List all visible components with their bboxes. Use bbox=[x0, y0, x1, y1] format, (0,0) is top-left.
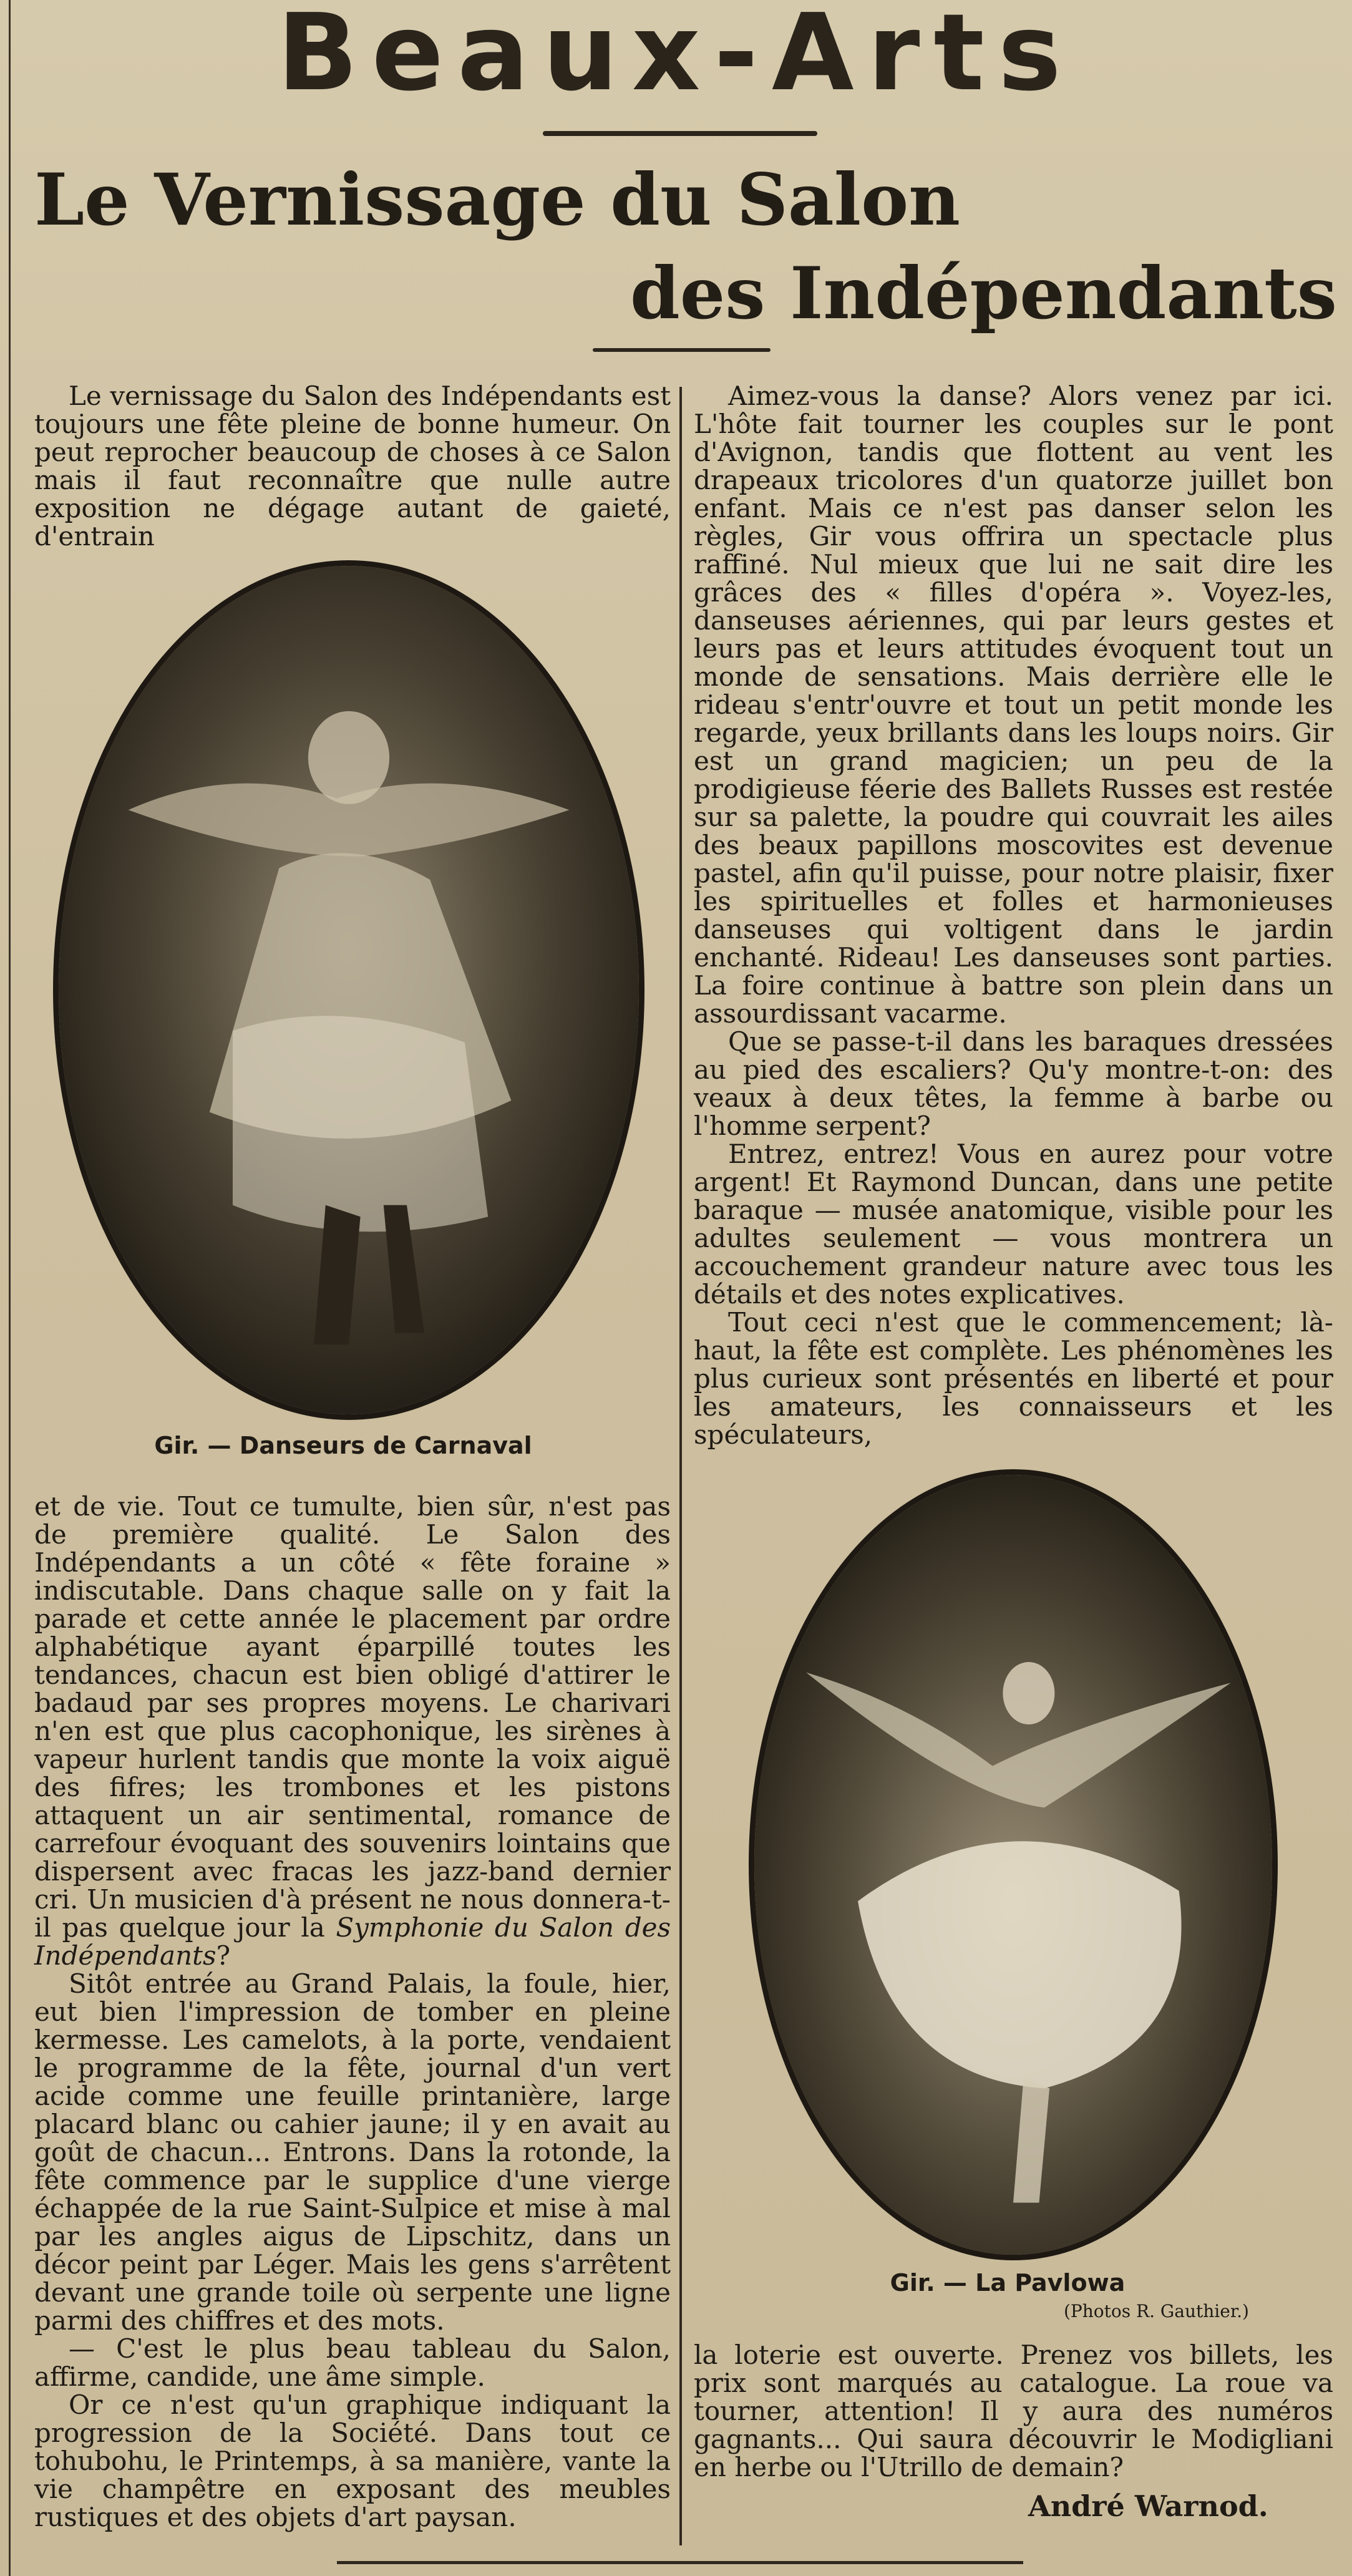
paragraph-dialogue: — C'est le plus beau tableau du Salon, affirme, candide, une âme simple. bbox=[34, 2333, 671, 2392]
continuation-text: et de vie. Tout ce tumulte, bien sûr, n'est pas de première qualité. Le Salon des Indépendants a un côté « fête foraine » indiscutable. Dans chaque salle on y fait la parade et cette année le placement par ordre alphabétique ayant éparpillé toutes les tendances, chacun est bien obligé d'attirer le badaud par ses propres moyens. Le charivari n'en est que plus cacophonique, les sirènes à vapeur hurlent tandis que monte la voix aiguë des fifres; les trombones et les pistons attaquent un air sentimental, romance de carrefour évoquant des souvenirs lointains que dispersent avec fracas les jazz-band dernier cri. Un musicien d'à présent ne nous donnera-t-il pas quelque jour la bbox=[34, 1491, 671, 1943]
section-title: Beaux-Arts bbox=[277, 0, 1075, 115]
left-column-body bbox=[34, 1492, 671, 2531]
paragraph-commencement: Tout ceci n'est que le commencement; là-haut, la fête est complète. Les phénomènes les plus curieux sont présentés en liberté et pour les amateurs, les connaisseurs et les spéculateurs, bbox=[694, 1307, 1333, 1450]
column-divider bbox=[679, 387, 682, 2545]
right-column-bottom bbox=[694, 2341, 1333, 2481]
symphony-title: Symphonie du Salon des Indépendants bbox=[34, 1912, 671, 1971]
headline-line-2: des Indépendants bbox=[630, 251, 1337, 335]
intro-paragraph: Le vernissage du Salon des Indépendants est toujours une fête pleine de bonne humeur. On peut reprocher beaucoup de choses à ce Salon mais il faut reconnaître que nulle autre exposition ne dégage autant de gaieté, d'entrain bbox=[34, 381, 671, 552]
dancers-illustration bbox=[59, 566, 639, 1414]
continuation-end: ? bbox=[216, 1940, 231, 1971]
figure-la-pavlowa bbox=[749, 1469, 1278, 2260]
paragraph-graphique: Or ce n'est qu'un graphique indiquant la progression de la Société. Dans tout ce tohubohu, le Printemps, à sa manière, vante la vie champêtre en exposant des meubles rustiques et des objets d'art paysan. bbox=[34, 2389, 671, 2532]
author-signature: André Warnod. bbox=[1028, 2489, 1268, 2523]
pavlowa-illustration bbox=[754, 1475, 1272, 2255]
figure-2-caption: Gir. — La Pavlowa bbox=[890, 2269, 1126, 2297]
paragraph-duncan: Entrez, entrez! Vous en aurez pour votre argent! Et Raymond Duncan, dans une petite baraque — musée anatomique, visible pour les adultes seulement — vous montrera un accouchement grandeur nature avec tous les détails et des notes explicatives. bbox=[694, 1139, 1333, 1310]
right-column-top bbox=[694, 382, 1333, 1449]
headline-divider bbox=[593, 348, 771, 352]
headline-line-1: Le Vernissage du Salon bbox=[34, 158, 961, 241]
bottom-rule bbox=[337, 2561, 1023, 2564]
continuation-paragraph bbox=[34, 1492, 671, 1970]
title-divider bbox=[543, 131, 817, 136]
left-column-intro bbox=[34, 382, 671, 550]
figure-danseurs-de-carnaval bbox=[53, 560, 644, 1420]
paragraph-loterie: la loterie est ouverte. Prenez vos billets, les prix sont marqués au catalogue. La roue va tourner, attention! Il y aura des numéros gagnants... Qui saura découvrir le Modigliani en herbe ou l'Utrillo de demain? bbox=[694, 2340, 1333, 2482]
paragraph-grand-palais: Sitôt entrée au Grand Palais, la foule, hier, eut bien l'impression de tomber en pleine kermesse. Les camelots, à la porte, vendaient le programme de la fête, journal d'un vert acide comme une feuille printanière, large placard blanc ou cahier jaune; il y en avait au goût de chacun... Entrons. Dans la rotonde, la fête commence par le supplice d'une vierge échappée de la rue Saint-Sulpice et mise à mal par les angles aigus de Lipschitz, dans un décor peint par Léger. Mais les gens s'arrêtent devant une grande toile où serpente une ligne parmi des chiffres et des mots. bbox=[34, 1968, 671, 2336]
paragraph-baraques: Que se passe-t-il dans les baraques dressées au pied des escaliers? Qu'y montre-t-on: des veaux à deux têtes, la femme à barbe ou l'homme serpent? bbox=[694, 1026, 1333, 1141]
figure-1-caption: Gir. — Danseurs de Carnaval bbox=[154, 1432, 532, 1459]
page-edge-rule bbox=[9, 0, 11, 2576]
paragraph-danse: Aimez-vous la danse? Alors venez par ici. L'hôte fait tourner les couples sur le pont d'Avignon, tandis que flottent au vent les drapeaux tricolores d'un quatorze juillet bon enfant. Mais ce n'est pas danser selon les règles, Gir vous offrira un spectacle plus raffiné. Nul mieux que lui ne sait dire les grâces des « filles d'opéra ». Voyez-les, danseuses aériennes, qui par leurs gestes et leurs pas et leurs attitudes évoquent tout un monde de sensations. Mais derrière elle le rideau s'entr'ouvre et tout un petit monde les regarde, yeux brillants dans les loups noirs. Gir est un grand magicien; un peu de la prodigieuse féerie des Ballets Russes est restée sur sa palette, la poudre qui couvrait les ailes des beaux papillons moscovites est devenue pastel, afin qu'il puisse, pour notre plaisir, fixer les spirituelles et folles et harmonieuses danseuses qui voltigent dans le jardin enchanté. Rideau! Les danseuses sont parties. La foire continue à battre son plein dans un assourdissant vacarme. bbox=[694, 381, 1333, 1029]
photo-credit: (Photos R. Gauthier.) bbox=[1064, 2301, 1249, 2321]
